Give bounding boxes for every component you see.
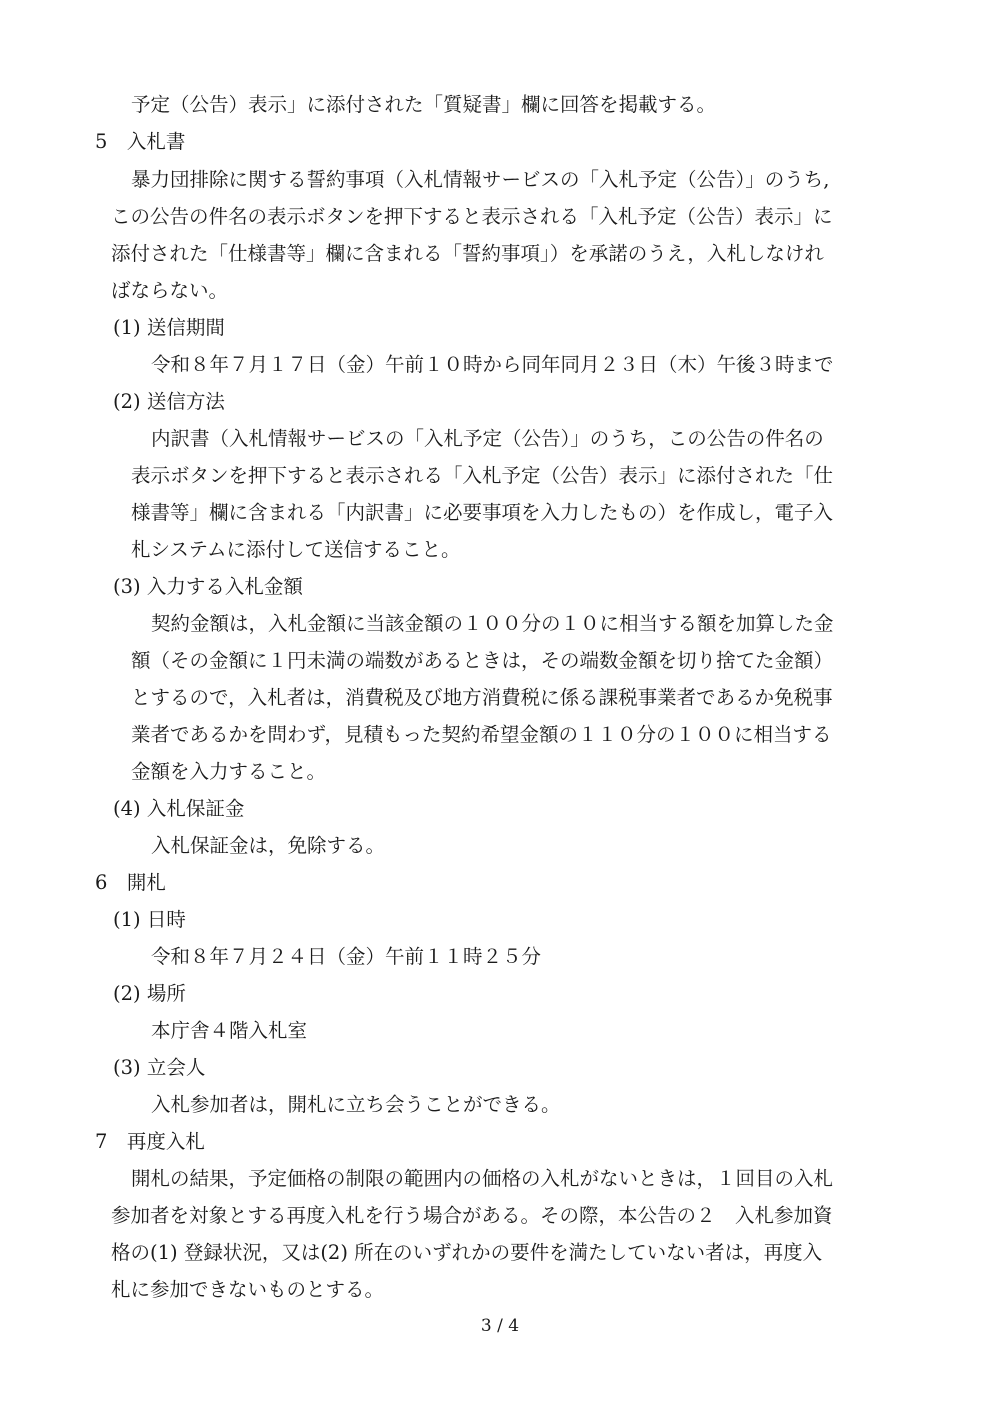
paragraph-line: 格の(1) 登録状況，又は(2) 所在のいずれかの要件を満たしていない者は，再度入 [111, 1241, 823, 1264]
section-heading: 7 再度入札 [95, 1130, 205, 1153]
paragraph-line: 令和８年７月２４日（金）午前１１時２５分 [151, 945, 542, 968]
section-heading: 5 入札書 [95, 130, 186, 153]
paragraph-line: 業者であるかを問わず，見積もった契約希望金額の１１０分の１００に相当する [131, 723, 832, 746]
paragraph-line: 令和８年７月１７日（金）午前１０時から同年同月２３日（木）午後３時まで [151, 353, 834, 376]
paragraph-line: 添付された「仕様書等」欄に含まれる「誓約事項」）を承諾のうえ，入札しなけれ [111, 242, 824, 265]
subsection-heading: (1) 送信期間 [113, 316, 225, 339]
subsection-heading: (1) 日時 [113, 908, 186, 931]
paragraph-line: 表示ボタンを押下すると表示される「入札予定（公告）表示」に添付された「仕 [131, 464, 834, 487]
paragraph-line: 暴力団排除に関する誓約事項（入札情報サービスの「入札予定（公告）」のうち, [131, 168, 830, 191]
paragraph-line: 様書等」欄に含まれる「内訳書」に必要事項を入力したもの）を作成し，電子入 [131, 501, 834, 524]
subsection-heading: (4) 入札保証金 [113, 797, 245, 820]
paragraph-line: 開札の結果，予定価格の制限の範囲内の価格の入札がないときは，１回目の入札 [131, 1167, 834, 1190]
paragraph-line: 参加者を対象とする再度入札を行う場合がある。その際，本公告の２ 入札参加資 [111, 1204, 833, 1227]
paragraph-line: 契約金額は，入札金額に当該金額の１００分の１０に相当する額を加算した金 [151, 612, 834, 635]
paragraph-line: 札システムに添付して送信すること。 [131, 538, 461, 561]
paragraph-line: 本庁舎４階入札室 [151, 1019, 308, 1042]
paragraph-line: 入札参加者は，開札に立ち会うことができる。 [151, 1093, 561, 1116]
paragraph-line: 入札保証金は，免除する。 [151, 834, 386, 857]
paragraph-line: 札に参加できないものとする。 [111, 1278, 385, 1301]
paragraph-line: 金額を入力すること。 [131, 760, 327, 783]
paragraph-line: 予定（公告）表示」に添付された「質疑書」欄に回答を掲載する。 [131, 93, 717, 116]
subsection-heading: (3) 入力する入札金額 [113, 575, 303, 598]
paragraph-line: 額（その金額に１円未満の端数があるときは，その端数金額を切り捨てた金額） [131, 649, 834, 672]
paragraph-line: 内訳書（入札情報サービスの「入札予定（公告）」のうち，この公告の件名の [151, 427, 824, 450]
paragraph-line: この公告の件名の表示ボタンを押下すると表示される「入札予定（公告）表示」に [111, 205, 833, 228]
subsection-heading: (2) 場所 [113, 982, 186, 1005]
subsection-heading: (2) 送信方法 [113, 390, 225, 413]
subsection-heading: (3) 立会人 [113, 1056, 206, 1079]
section-heading: 6 開札 [95, 871, 166, 894]
page-number: 3 / 4 [480, 1316, 520, 1336]
paragraph-line: とするので，入札者は，消費税及び地方消費税に係る課税事業者であるか免税事 [131, 686, 833, 709]
paragraph-line: ばならない。 [111, 279, 229, 302]
